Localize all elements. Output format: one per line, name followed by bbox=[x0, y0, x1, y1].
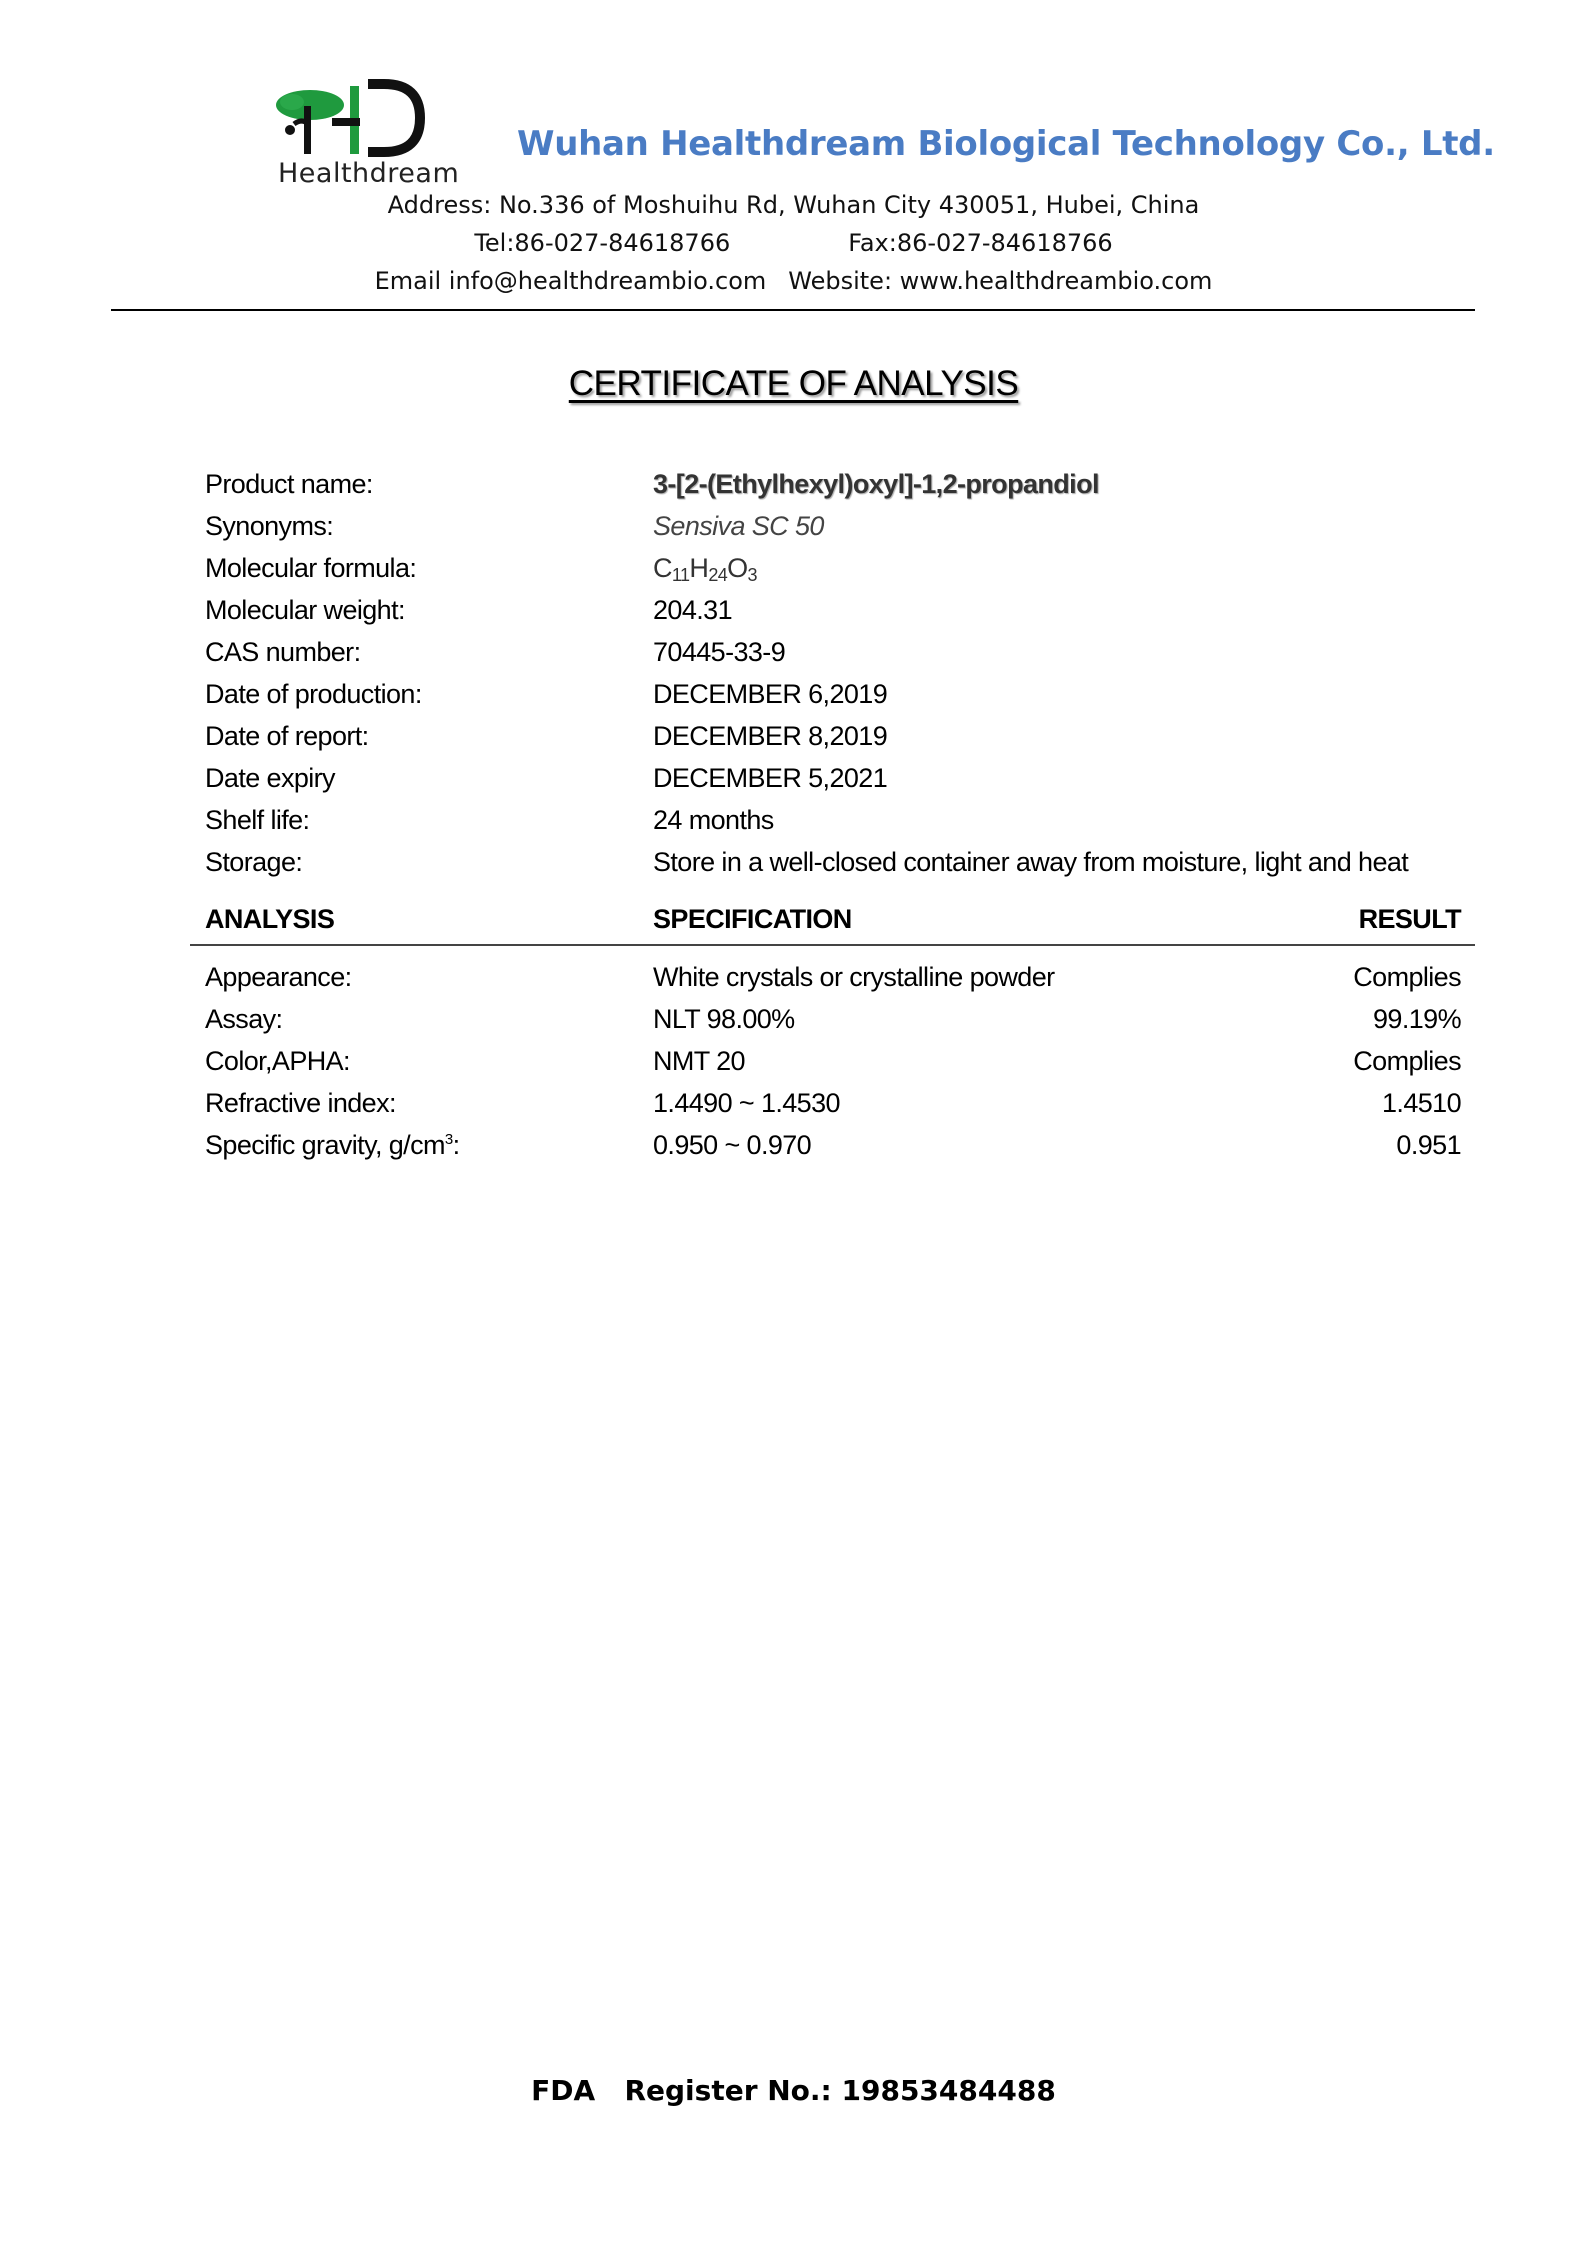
shelf-life-label: Shelf life: bbox=[205, 805, 310, 835]
report-date-value: DECEMBER 8,2019 bbox=[653, 721, 888, 751]
email-text: Email info@healthdreambio.com bbox=[374, 267, 767, 295]
analysis-spec: NMT 20 bbox=[653, 1046, 745, 1076]
info-row-expiry-date bbox=[0, 763, 1587, 805]
info-row-cas bbox=[0, 637, 1587, 679]
result-column-header: RESULT bbox=[1358, 904, 1461, 934]
info-row-storage bbox=[0, 847, 1587, 889]
logo-wordmark: Healthdream bbox=[278, 158, 460, 189]
analysis-result: Complies bbox=[1353, 1046, 1461, 1076]
table-row bbox=[0, 1088, 1587, 1130]
analysis-header-divider bbox=[190, 944, 1475, 946]
specification-column-header: SPECIFICATION bbox=[653, 904, 852, 934]
storage-value: Store in a well-closed container away from moisture, light and heat bbox=[653, 847, 1409, 877]
analysis-result: 99.19% bbox=[1373, 1004, 1461, 1034]
analysis-item: Specific gravity, $g/cm^3$: bbox=[205, 1130, 460, 1160]
info-row-report-date bbox=[0, 721, 1587, 763]
product-name-value: 3-[2-(Ethylhexyl)oxyl]-1,2-propandiol bbox=[653, 469, 1099, 499]
info-row-synonyms bbox=[0, 511, 1587, 553]
weight-label: Molecular weight: bbox=[205, 595, 405, 625]
analysis-result: Complies bbox=[1353, 962, 1461, 992]
analysis-item: Assay: bbox=[205, 1004, 283, 1034]
table-row bbox=[0, 1046, 1587, 1088]
storage-label: Storage: bbox=[205, 847, 303, 877]
fax-number: Fax:86-027-84618766 bbox=[848, 229, 1113, 257]
company-name: Wuhan Healthdream Biological Technology Co., Ltd. bbox=[517, 124, 1495, 164]
contact-email-website bbox=[0, 267, 1587, 295]
info-row-weight bbox=[0, 595, 1587, 637]
analysis-spec: 0.950 ~ 0.970 bbox=[653, 1130, 812, 1160]
shelf-life-value: 24 months bbox=[653, 805, 774, 835]
analysis-item: Refractive index: bbox=[205, 1088, 396, 1118]
cas-label: CAS number: bbox=[205, 637, 361, 667]
formula-label: Molecular formula: bbox=[205, 553, 417, 583]
fda-register-number: FDA Register No.: 19853484488 bbox=[531, 2074, 1056, 2107]
expiry-date-label: Date expiry bbox=[205, 763, 335, 793]
cas-value: 70445-33-9 bbox=[653, 637, 786, 667]
tel-number: Tel:86-027-84618766 bbox=[474, 229, 731, 257]
expiry-date-value: DECEMBER 5,2021 bbox=[653, 763, 888, 793]
synonyms-label: Synonyms: bbox=[205, 511, 334, 541]
table-row bbox=[0, 1130, 1587, 1172]
product-name-label: Product name: bbox=[205, 469, 373, 499]
formula-value: $C_{11}H_{24}O_3$ bbox=[653, 553, 757, 585]
analysis-result: 0.951 bbox=[1396, 1130, 1461, 1160]
info-row-shelf-life bbox=[0, 805, 1587, 847]
header-divider bbox=[111, 309, 1475, 311]
analysis-spec: 1.4490 ~ 1.4530 bbox=[653, 1088, 840, 1118]
healthdream-logo-icon bbox=[272, 78, 472, 158]
table-row bbox=[0, 962, 1587, 1004]
company-address: Address: No.336 of Moshuihu Rd, Wuhan City 430051, Hubei, China bbox=[387, 191, 1200, 219]
contact-phone-fax bbox=[0, 229, 1587, 257]
production-date-label: Date of production: bbox=[205, 679, 422, 709]
table-row bbox=[0, 1004, 1587, 1046]
analysis-spec: NLT 98.00% bbox=[653, 1004, 795, 1034]
info-row-formula bbox=[0, 553, 1587, 595]
analysis-item: Color,APHA: bbox=[205, 1046, 350, 1076]
analysis-column-header: ANALYSIS bbox=[205, 904, 335, 934]
analysis-spec: White crystals or crystalline powder bbox=[653, 962, 1055, 992]
analysis-item: Appearance: bbox=[205, 962, 352, 992]
analysis-table-header bbox=[0, 904, 1587, 946]
weight-value: 204.31 bbox=[653, 595, 732, 625]
analysis-result: 1.4510 bbox=[1382, 1088, 1461, 1118]
info-row-product-name bbox=[0, 469, 1587, 511]
company-logo bbox=[272, 78, 472, 190]
info-row-production-date bbox=[0, 679, 1587, 721]
synonyms-value: Sensiva SC 50 bbox=[653, 511, 824, 541]
website-text: Website: www.healthdreambio.com bbox=[788, 267, 1213, 295]
report-date-label: Date of report: bbox=[205, 721, 369, 751]
production-date-value: DECEMBER 6,2019 bbox=[653, 679, 888, 709]
document-title: CERTIFICATE OF ANALYSIS bbox=[568, 364, 1019, 403]
